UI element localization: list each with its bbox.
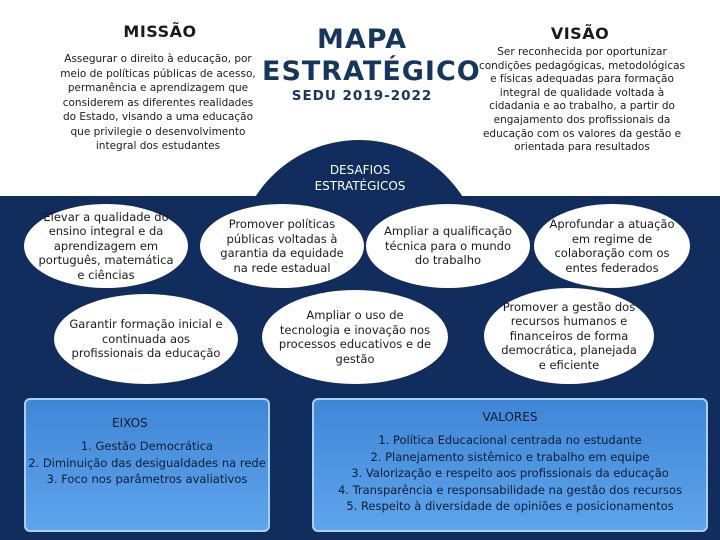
eixos-list bbox=[26, 438, 268, 488]
desafio-item: Ampliar o uso de tecnologia e inovação nos processos educativos e de gestão bbox=[262, 290, 448, 384]
eixos-panel bbox=[24, 398, 270, 532]
page-subtitle: SEDU 2019-2022 bbox=[291, 88, 433, 104]
desafios-title: DESAFIOS ESTRATÉGICOS bbox=[314, 163, 406, 193]
list-item: 5. Respeito à diversidade de opiniões e posicionamentos bbox=[346, 499, 674, 513]
desafio-item: Ampliar a qualificação técnica para o mundo do trabalho bbox=[366, 204, 530, 288]
missao-text: Assegurar o direito à educação, por meio de políticas públicas de acesso, permanência e aprendizagem que considerem as diferentes realidades do Estado, visando a uma educação que privilegie o desenvolvimento integral dos estudantes bbox=[60, 53, 256, 152]
list-item: 4. Transparência e responsabilidade na gestão dos recursos bbox=[337, 482, 683, 497]
list-item: 1. Política Educacional centrada no estudante bbox=[378, 433, 642, 447]
desafio-item: Promover a gestão dos recursos humanos e financeiros de forma democrática, planejada e eficiente bbox=[484, 288, 654, 384]
valores-title: VALORES bbox=[482, 410, 538, 424]
valores-panel bbox=[312, 398, 708, 532]
desafio-item: Elevar a qualidade do ensino integral e da aprendizagem em português, matemática e ciências bbox=[24, 204, 188, 288]
desafio-item: Promover políticas públicas voltadas à garantia da equidade na rede estadual bbox=[200, 204, 364, 288]
eixos-title: EIXOS bbox=[112, 416, 148, 430]
list-item: 3. Foco nos parâmetros avaliativos bbox=[46, 472, 248, 486]
visao-title: VISÃO bbox=[550, 24, 610, 43]
list-item: 2. Planejamento sistêmico e trabalho em equipe bbox=[370, 449, 650, 464]
missao-title: MISSÃO bbox=[123, 22, 197, 41]
desafio-item: Garantir formação inicial e continuada aos profissionais da educação bbox=[54, 294, 238, 384]
valores-list bbox=[314, 432, 706, 515]
page-title: MAPA ESTRATÉGICO bbox=[262, 24, 481, 87]
list-item: 2. Diminuição das desigualdades na rede bbox=[28, 455, 266, 470]
list-item: 3. Valorização e respeito aos profissionais da educação bbox=[351, 466, 669, 480]
list-item: 1. Gestão Democrática bbox=[80, 439, 214, 453]
desafio-item: Aprofundar a atuação em regime de colaboração com os entes federados bbox=[534, 204, 690, 288]
visao-text: Ser reconhecida por oportunizar condições pedagógicas, metodológicas e físicas adequadas para formação integral de qualidade voltada à cidadania e ao trabalho, a partir do engajamento dos profissionais da educação com os valores da gestão e orientada para resultados bbox=[478, 46, 686, 154]
